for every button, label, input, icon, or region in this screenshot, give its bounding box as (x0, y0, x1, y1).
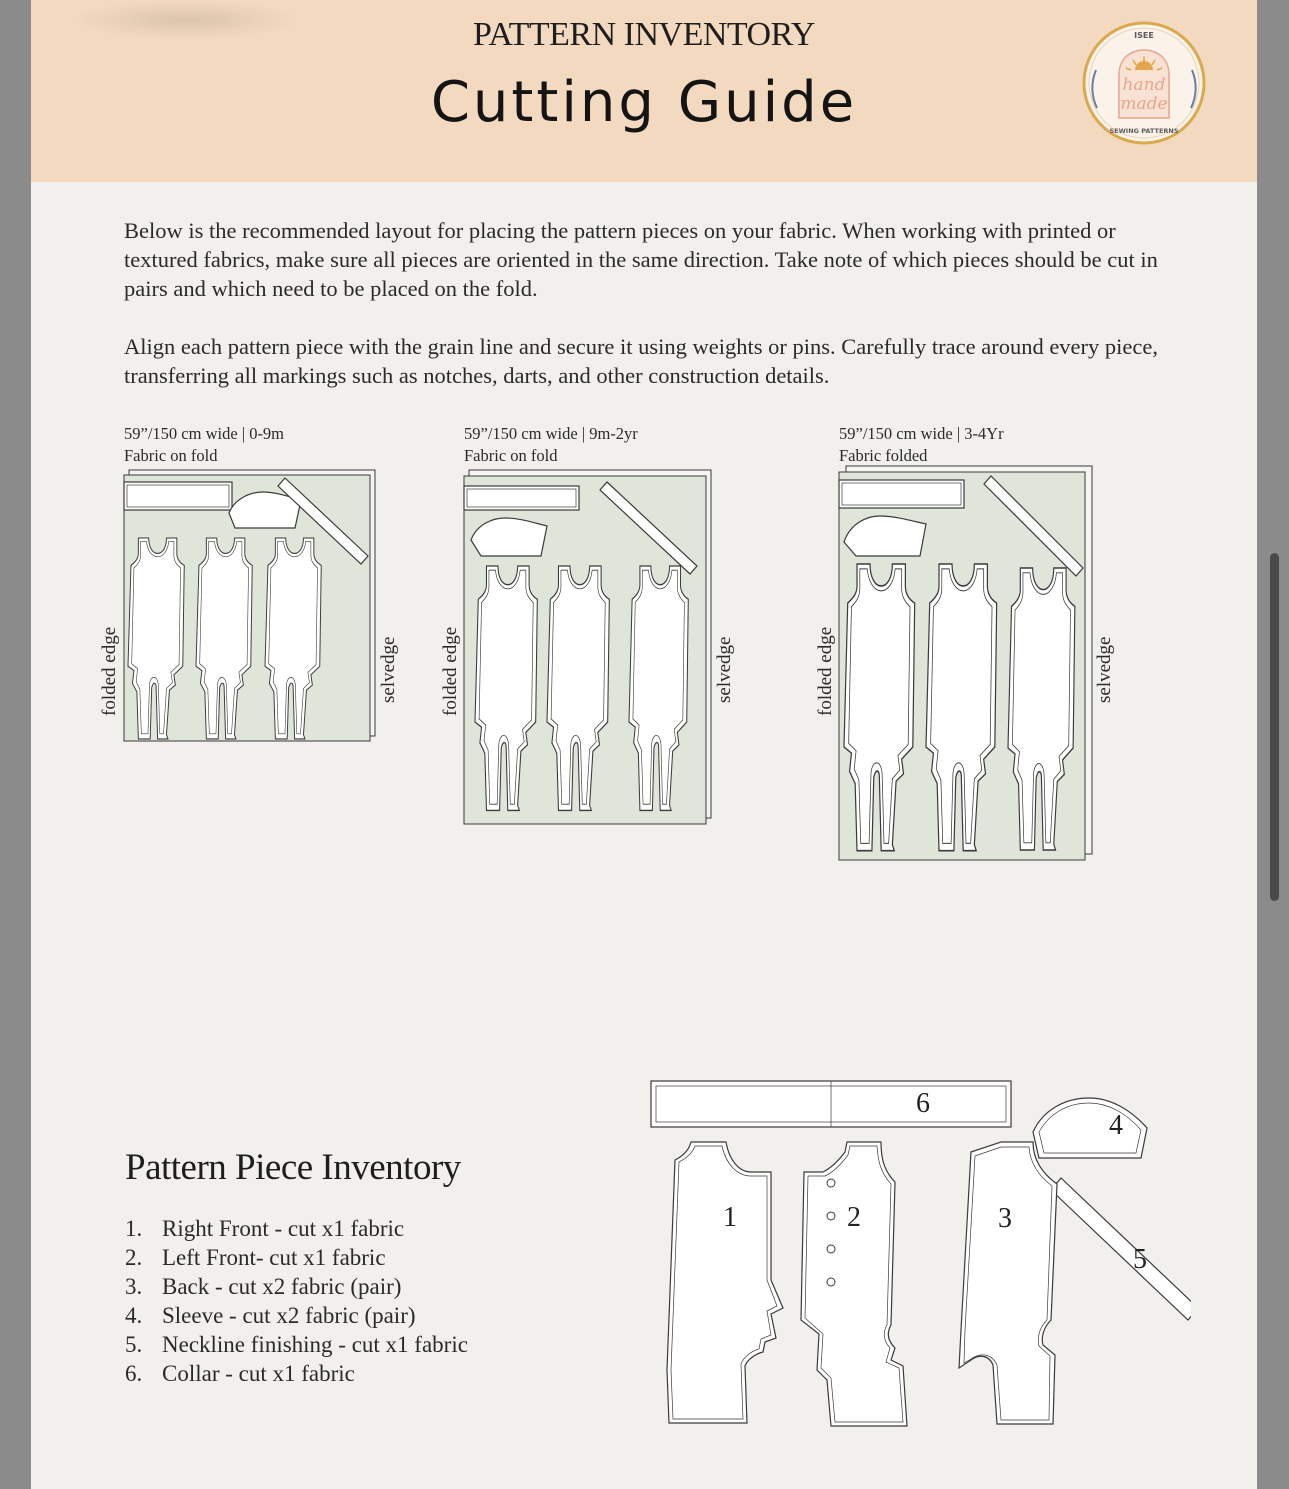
header-banner (31, 0, 1257, 182)
badge-top-text: ISEE (1134, 31, 1154, 40)
badge-line2-text: made (1120, 94, 1168, 114)
piece-6-number: 6 (916, 1088, 930, 1119)
layout-3-fold: Fabric folded (839, 446, 928, 465)
intro-paragraph-1: Below is the recommended layout for placing the pattern pieces on your fabric. When working with printed or textured fabrics, make sure all pieces are oriented in the same direction. Take note of which pieces should be cut in pairs and which need to be placed on the fold. (124, 218, 1158, 301)
section-supertitle: PATTERN INVENTORY (473, 16, 815, 53)
list-item: 1. Right Front - cut x1 fabric (125, 1216, 405, 1241)
piece-1-right-front (667, 1142, 783, 1423)
layout-3-selvedge-label: selvedge (1094, 636, 1115, 703)
piece-1-number: 1 (723, 1202, 737, 1233)
cutting-layout-3 (838, 464, 1096, 862)
list-item: 6. Collar - cut x1 fabric (125, 1361, 355, 1386)
badge-bottom-text: SEWING PATTERNS (1109, 127, 1179, 135)
layout-caption-2 (464, 423, 638, 467)
inventory-title: Pattern Piece Inventory (125, 1147, 461, 1188)
document-page (31, 0, 1257, 1489)
intro-paragraph-2: Align each pattern piece with the grain line and secure it using weights or pins. Carefully trace around every piece, transferring all markings such as notches, darts, and other construction details. (124, 334, 1159, 388)
layout-1-folded-edge-label: folded edge (99, 626, 120, 716)
vertical-scrollbar[interactable] (1270, 553, 1279, 901)
layout-caption-3 (839, 423, 1004, 467)
layout-3-folded-edge-label: folded edge (815, 626, 836, 716)
inventory-list (125, 1214, 468, 1388)
page-title: Cutting Guide (430, 70, 858, 135)
piece-3-back (959, 1142, 1057, 1424)
layout-1-selvedge-label: selvedge (378, 636, 399, 703)
layout-2-folded-edge-label: folded edge (440, 626, 461, 716)
layout-2-fold: Fabric on fold (464, 446, 558, 465)
piece-4-sleeve (1033, 1098, 1147, 1158)
handmade-logo-badge (1081, 20, 1207, 146)
piece-2-left-front (801, 1142, 907, 1426)
layout-caption-1 (124, 423, 284, 467)
cutting-layout-2 (463, 468, 715, 826)
pattern-pieces-diagram (631, 1070, 1191, 1435)
list-item: 3. Back - cut x2 fabric (pair) (125, 1274, 402, 1299)
layout-2-size: 59”/150 cm wide | 9m-2yr (464, 424, 638, 443)
list-item: 5. Neckline finishing - cut x1 fabric (125, 1332, 468, 1357)
piece-5-number: 5 (1133, 1244, 1147, 1275)
piece-3-number: 3 (998, 1203, 1012, 1234)
layout-1-fold: Fabric on fold (124, 446, 218, 465)
badge-line1-text: hand (1122, 75, 1166, 95)
piece-2-number: 2 (847, 1202, 861, 1233)
piece-5-neckline (1051, 1178, 1191, 1320)
layout-2-selvedge-label: selvedge (714, 636, 735, 703)
layout-3-size: 59”/150 cm wide | 3-4Yr (839, 424, 1004, 443)
piece-4-number: 4 (1109, 1110, 1123, 1141)
layout-1-size: 59”/150 cm wide | 0-9m (124, 424, 285, 443)
list-item: 2. Left Front- cut x1 fabric (125, 1245, 386, 1270)
cutting-layout-1 (123, 468, 379, 744)
list-item: 4. Sleeve - cut x2 fabric (pair) (125, 1303, 416, 1328)
